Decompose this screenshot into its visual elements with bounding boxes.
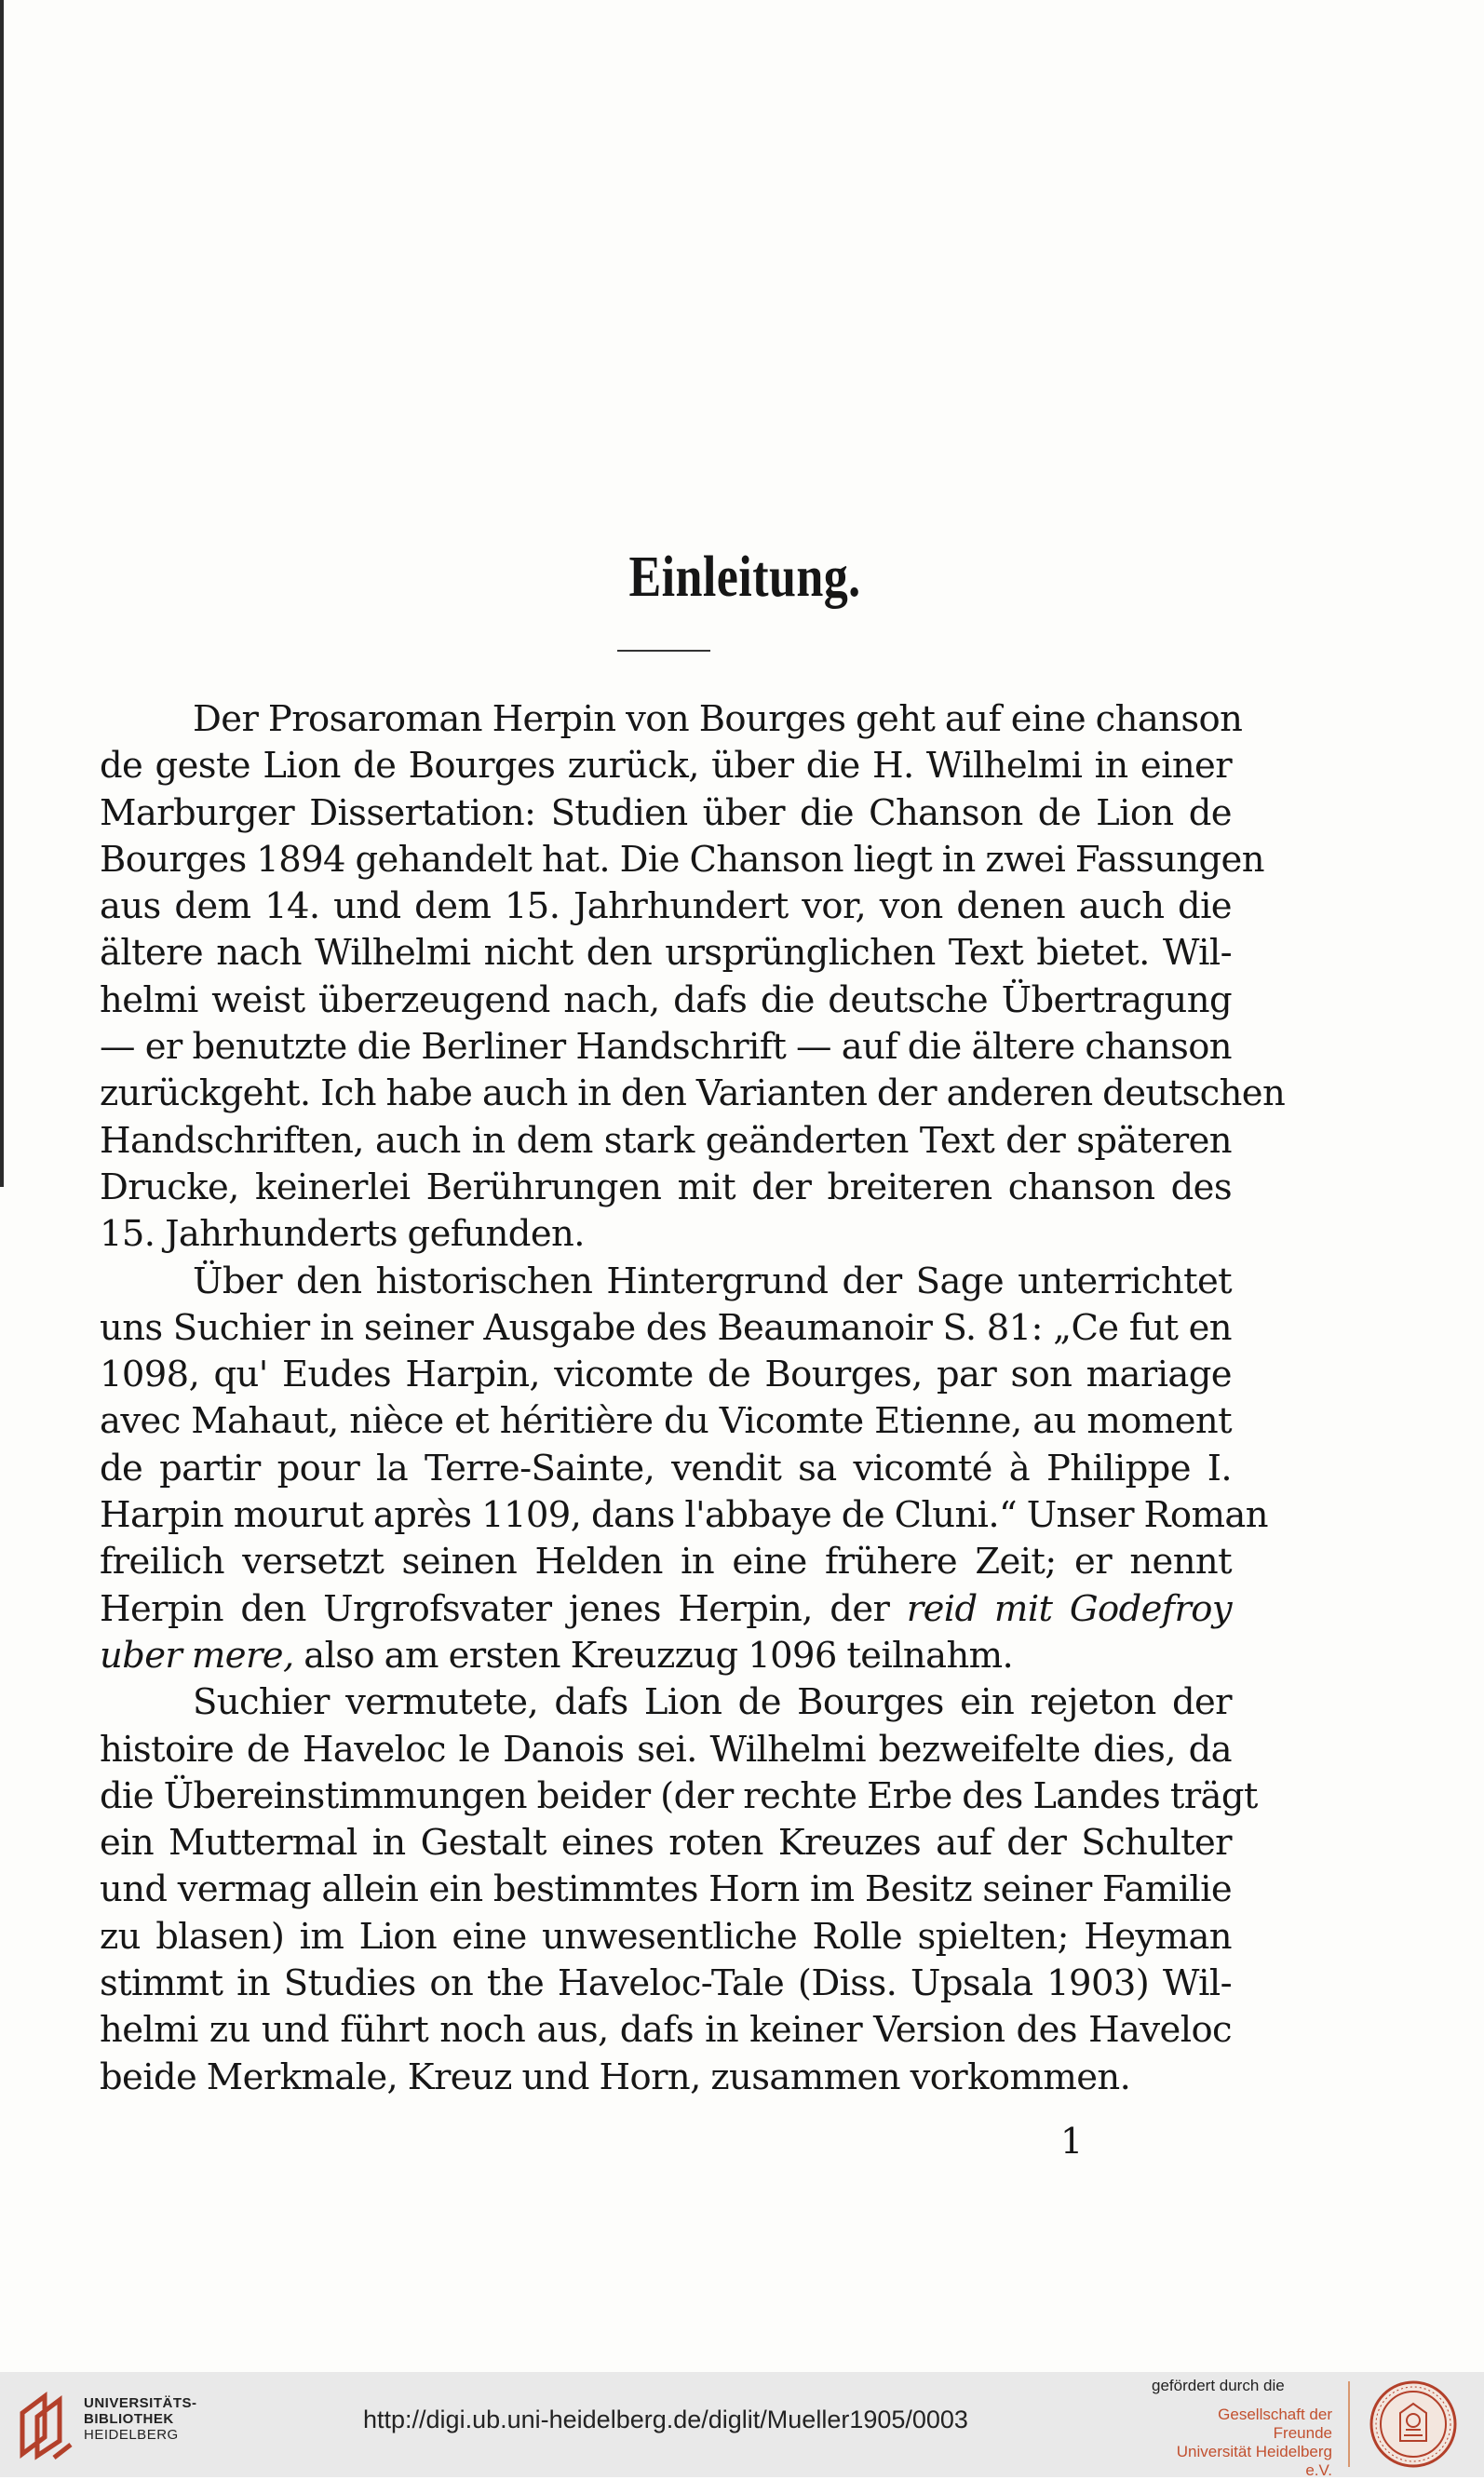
sponsor-name[interactable]	[1157, 2406, 1332, 2480]
text-line-with-italic	[100, 1633, 1232, 1679]
text-line: und vermag allein ein bestimmtes Horn im Besitz seiner Familie	[100, 1868, 1232, 1911]
paragraph-1	[100, 696, 1286, 1259]
text-line: de geste Lion de Bourges zurück, über die H. Wilhelmi in einer	[100, 745, 1232, 788]
text-line: Harpin mourut après 1109, dans l'abbaye de Cluni.“ Unser Roman	[100, 1494, 1268, 1537]
chapter-title: Einleitung.	[628, 546, 861, 609]
text-line: histoire de Haveloc le Danois sei. Wilhelmi bezweifelte dies, da	[100, 1728, 1232, 1771]
sponsor-name-line: Universität Heidelberg e.V.	[1176, 2443, 1332, 2479]
text-line: ein Muttermal in Gestalt eines roten Kreuzes auf der Schulter	[100, 1822, 1232, 1865]
digitization-footer	[0, 2372, 1484, 2477]
text-line: beide Merkmale, Kreuz und Horn, zusammen vorkommen.	[100, 2055, 1131, 2098]
page-edge-shadow	[0, 0, 4, 1187]
sponsor-name-line: Gesellschaft der Freunde	[1218, 2406, 1332, 2442]
library-name-line: UNIVERSITÄTS-	[84, 2395, 197, 2411]
text-segment: also am ersten Kreuzzug 1096 teilnahm.	[304, 1634, 1014, 1677]
text-line: de partir pour la Terre-Sainte, vendit sa vicomté à Philippe I.	[100, 1447, 1232, 1489]
text-line: 15. Jahrhunderts gefunden.	[100, 1213, 585, 1256]
text-line: zurückgeht. Ich habe auch in den Varianten der anderen deutschen	[100, 1072, 1286, 1115]
text-line: stimmt in Studies on the Haveloc-Tale (Diss. Upsala 1903) Wil-	[100, 1962, 1232, 2005]
text-line: zu blasen) im Lion eine unwesentliche Rolle spielten; Heyman	[100, 1915, 1232, 1958]
text-line: avec Mahaut, nièce et héritière du Vicomte Etienne, au moment	[100, 1400, 1232, 1443]
text-line: 1098, qu' Eudes Harpin, vicomte de Bourges, par son mariage	[100, 1354, 1232, 1396]
text-line: helmi weist überzeugend nach, dafs die deutsche Übertragung	[100, 978, 1232, 1021]
page-number: 1	[1060, 2121, 1084, 2162]
text-line: helmi zu und führt noch aus, dafs in keiner Version des Haveloc	[100, 2009, 1232, 2052]
title-rule	[617, 650, 710, 652]
text-line: freilich versetzt seinen Helden in eine frühere Zeit; er nennt	[100, 1541, 1232, 1584]
text-line-with-italic	[100, 1586, 1232, 1633]
text-line: — er benutzte die Berliner Handschrift — auf die ältere chanson	[100, 1026, 1232, 1069]
text-line: die Übereinstimmungen beider (der rechte Erbe des Landes trägt	[100, 1774, 1258, 1817]
text-line: ältere nach Wilhelmi nicht den ursprünglichen Text bietet. Wil-	[100, 932, 1232, 975]
text-line: uns Suchier in seiner Ausgabe des Beaumanoir S. 81: „Ce fut en	[100, 1306, 1232, 1349]
italic-quote: reid mit Godefroy	[906, 1587, 1232, 1630]
text-line: Marburger Dissertation: Studien über die Chanson de Lion de	[100, 791, 1232, 834]
text-line: Drucke, keinerlei Berührungen mit der breiteren chanson des	[100, 1166, 1232, 1208]
library-name[interactable]	[84, 2395, 197, 2443]
text-line: Bourges 1894 gehandelt hat. Die Chanson liegt in zwei Fassungen	[100, 838, 1264, 881]
italic-quote: uber mere,	[100, 1634, 294, 1677]
text-line: Suchier vermutete, dafs Lion de Bourges ein rejeton der	[193, 1681, 1232, 1724]
library-name-line: BIBLIOTHEK	[84, 2411, 174, 2427]
body-text	[100, 696, 1286, 2101]
paragraph-3	[100, 1679, 1258, 2101]
library-name-line: HEIDELBERG	[84, 2427, 179, 2443]
permalink-url[interactable]: http://digi.ub.uni-heidelberg.de/diglit/Mueller1905/0003	[363, 2406, 968, 2433]
text-line: Handschriften, auch in dem stark geänderten Text der späteren	[100, 1119, 1232, 1162]
sponsor-divider	[1348, 2381, 1350, 2467]
text-line: aus dem 14. und dem 15. Jahrhundert vor, von denen auch die	[100, 885, 1232, 928]
text-segment: Herpin den Urgrofsvater jenes Herpin, der	[100, 1587, 890, 1630]
university-seal-icon	[1369, 2379, 1458, 2469]
paragraph-2	[100, 1259, 1268, 1680]
sponsor-note: gefördert durch die	[1152, 2377, 1285, 2394]
ub-heidelberg-logo-icon[interactable]	[17, 2389, 74, 2461]
text-line: Der Prosaroman Herpin von Bourges geht auf eine chanson	[193, 698, 1243, 740]
text-line: Über den historischen Hintergrund der Sage unterrichtet	[193, 1260, 1232, 1302]
